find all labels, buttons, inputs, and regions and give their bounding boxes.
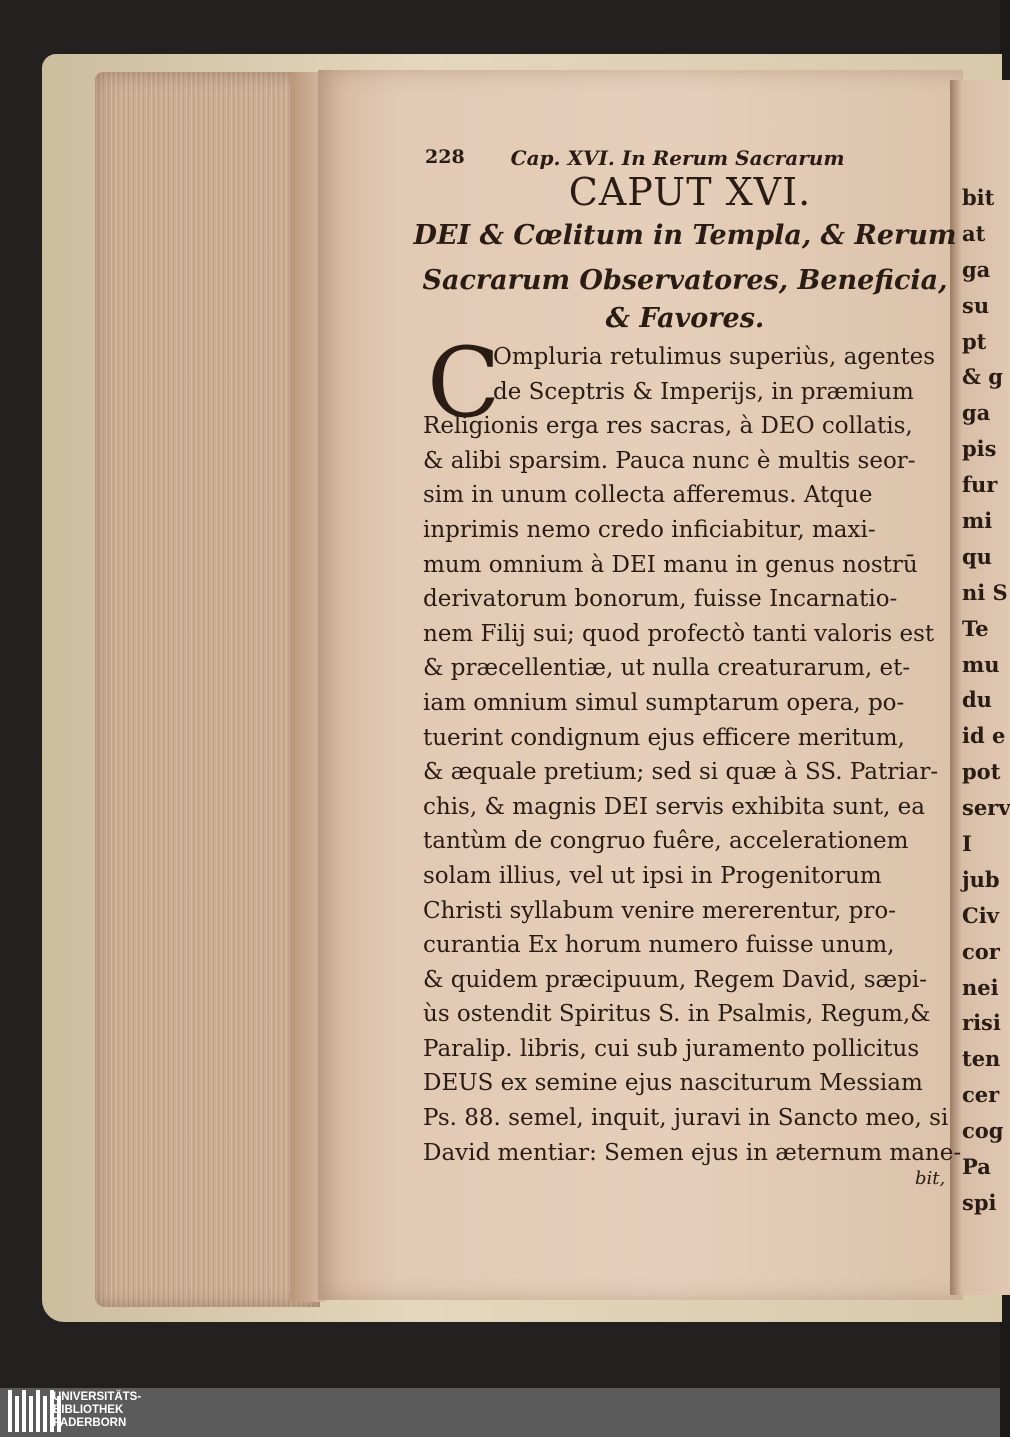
margin-fragment: pt (962, 328, 987, 354)
text-line: Christi syllabum venire mererentur, pro- (423, 897, 896, 924)
margin-fragment: su (962, 292, 990, 318)
page-number: 228 (425, 146, 465, 168)
institution-name (53, 1391, 141, 1429)
margin-fragment: risi (962, 1010, 1001, 1036)
margin-fragment: cog (962, 1118, 1004, 1144)
text-line: de Sceptris & Imperijs, in præmium (493, 378, 914, 405)
text-line: mum omnium à DEI manu in genus nostrū (423, 551, 918, 578)
text-line: David mentiar: Semen ejus in æternum mane- (423, 1139, 962, 1166)
margin-fragment: cor (962, 938, 1000, 964)
next-page-text-fragment (962, 180, 1010, 1221)
chapter-subtitle-line-1: DEI & Cœlitum in Templa, & Rerum (413, 220, 957, 251)
margin-fragment: mi (962, 508, 993, 534)
margin-fragment: at (962, 220, 986, 246)
text-line: & alibi sparsim. Pauca nunc è multis seor- (423, 447, 916, 474)
margin-fragment: spi (962, 1189, 997, 1215)
text-line: Ps. 88. semel, inquit, juravi in Sancto meo, si (423, 1105, 949, 1132)
margin-fragment: ten (962, 1046, 1001, 1072)
chapter-title: CAPUT XVI. (568, 170, 812, 214)
margin-fragment: pis (962, 436, 997, 462)
text-line: nem Filij sui; quod profectò tanti valoris est (423, 620, 935, 647)
text-line: curantia Ex horum numero fuisse unum, (423, 932, 895, 959)
margin-fragment: I (962, 831, 972, 857)
margin-fragment: du (962, 687, 992, 713)
text-line: & quidem præcipuum, Regem David, sæpi- (423, 966, 927, 993)
margin-fragment: nei (962, 974, 999, 1000)
text-line: & præcellentiæ, ut nulla creaturarum, et- (423, 655, 911, 682)
margin-fragment: fur (962, 472, 998, 498)
margin-fragment: Civ (962, 902, 999, 928)
margin-fragment: Te (962, 615, 989, 641)
running-head (425, 146, 885, 170)
institution-line-3: PADERBORN (53, 1416, 127, 1429)
margin-fragment: ni S (962, 579, 1008, 605)
text-line: solam illius, vel ut ipsi in Progenitorum (423, 862, 882, 889)
margin-fragment: bit (962, 185, 995, 210)
text-line: Paralip. libris, cui sub juramento pollicitus (423, 1035, 920, 1062)
catchword: bit, (915, 1168, 946, 1189)
margin-fragment: jub (962, 866, 1000, 892)
text-line: Religionis erga res sacras, à DEO collatis, (423, 413, 913, 440)
text-line: derivatorum bonorum, fuisse Incarnatio- (423, 586, 898, 613)
text-line: sim in unum collecta afferemus. Atque (423, 482, 873, 509)
footer-bar (0, 1388, 1000, 1437)
text-line: & æquale pretium; sed si quæ à SS. Patriar- (423, 759, 939, 786)
text-line: iam omnium simul sumptarum opera, po- (423, 689, 905, 716)
margin-fragment: id e (962, 723, 1006, 749)
text-line: DEUS ex semine ejus nasciturum Messiam (423, 1070, 923, 1097)
text-line: inprimis nemo credo inficiabitur, maxi- (423, 516, 876, 543)
chapter-subtitle-line-3: & Favores. (605, 303, 765, 334)
text-line: chis, & magnis DEI servis exhibita sunt, ea (423, 793, 926, 820)
margin-fragment: mu (962, 651, 1000, 677)
margin-fragment: ga (962, 256, 991, 282)
running-head-text: Cap. XVI. In Rerum Sacrarum (510, 146, 845, 170)
text-line: tuerint condignum ejus efficere meritum, (423, 724, 905, 751)
margin-fragment: serv (962, 795, 1010, 821)
institution-line-2: BIBLIOTHEK (53, 1403, 124, 1416)
body-text (423, 327, 963, 1170)
margin-fragment: & g (962, 364, 1003, 390)
text-line: ùs ostendit Spiritus S. in Psalmis, Regum,& (423, 1001, 931, 1028)
institution-line-1: UNIVERSITÄTS- (53, 1391, 142, 1403)
chapter-subtitle-line-2: Sacrarum Observatores, Beneficia, (422, 265, 948, 296)
margin-fragment: ga (962, 400, 991, 426)
margin-fragment: qu (962, 543, 992, 569)
text-line: Ompluria retulimus superiùs, agentes (493, 344, 936, 370)
margin-fragment: cer (962, 1082, 1000, 1108)
page-edges (95, 72, 320, 1307)
margin-fragment: Pa (962, 1154, 991, 1180)
text-line: tantùm de congruo fuêre, accelerationem (423, 828, 909, 855)
drop-cap: C (427, 327, 501, 439)
margin-fragment: pot (962, 759, 1001, 785)
